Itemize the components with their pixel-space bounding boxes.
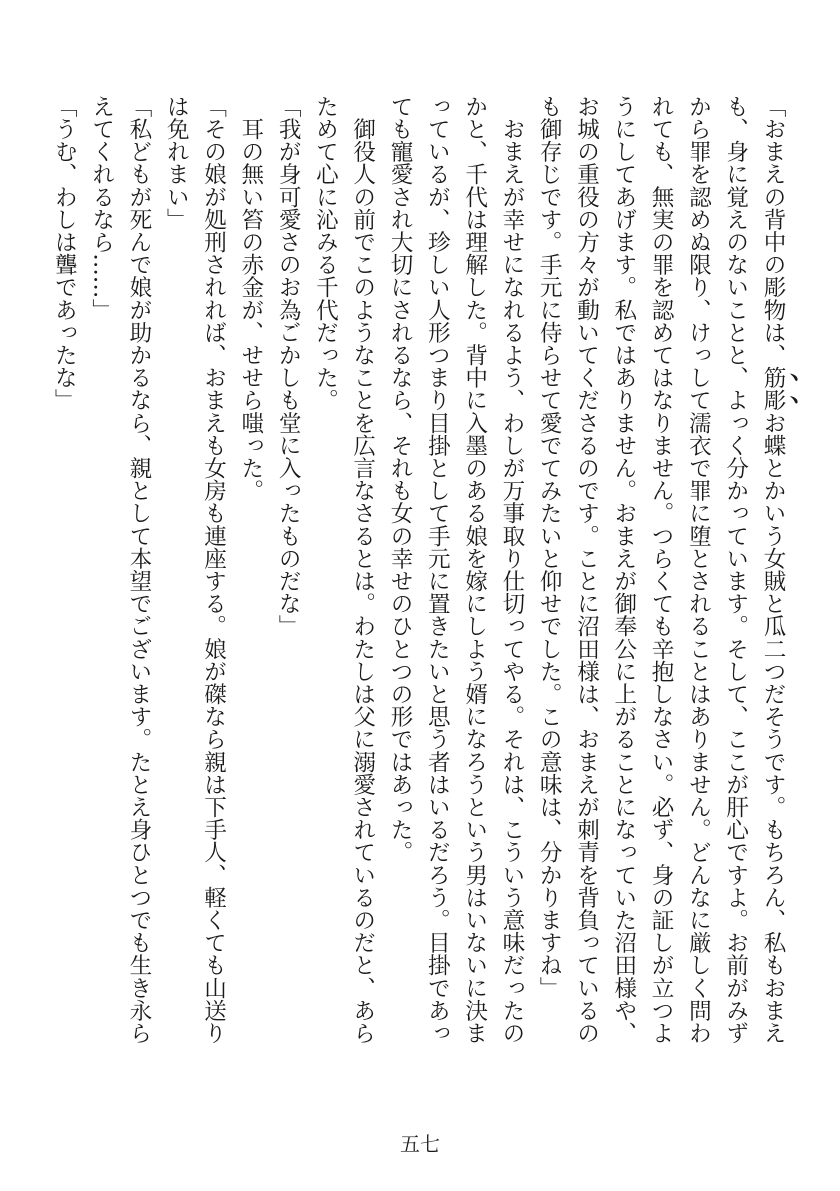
text-column: 御役人の前でこのようなことを広言なさるとは。わたしは父に溺愛されているのだと、あら <box>349 95 376 1045</box>
text-column: うにしてあげます。私ではありません。おまえが御奉公に上がることになっていた沼田様や、 <box>610 95 637 1045</box>
body-text <box>45 95 802 1045</box>
text-column: 「うむ、わしは聾であったな」 <box>51 95 78 412</box>
text-segment: 「おまえの背中の彫物は、 <box>760 95 786 367</box>
text-segment: お蝶とかいう女賊と瓜二つだそうです。もちろん、私もおまえ <box>760 411 786 1045</box>
text-column: も、身に覚えのないことと、よっく分かっています。そして、ここが肝心ですよ。お前がみず <box>722 95 749 1045</box>
text-column: 耳の無い笞の赤金が、せせら嗤った。 <box>237 95 264 502</box>
text-column: れても、無実の罪を認めてはなりません。つらくても辛抱しなさい。必ず、身の証しが立つよ <box>648 95 675 1045</box>
text-column: お城の重役の方々が動いてくださるのです。ことに沼田様は、おまえが刺青を背負っているの <box>573 95 600 1045</box>
text-column: から罪を認めぬ限り、けっして濡衣で罪に堕とされることはありません。どんなに厳しく問わ <box>685 95 712 1045</box>
text-column: 「その娘が処刑されれば、おまえも女房も連座する。娘が磔なら親は下手人、軽くても山送り <box>200 95 227 1045</box>
text-column: 「我が身可愛さのお為ごかしも堂に入ったものだな」 <box>275 95 302 638</box>
text-column: えてくれるなら……」 <box>88 95 115 321</box>
text-column: 「私どもが死んで娘が助かるなら、親として本望でございます。たとえ身ひとつでも生き永ら <box>125 95 152 1045</box>
text-column: は免れまい」 <box>163 95 190 231</box>
text-column: っているが、珍しい人形つまり目掛として手元に置きたいと思う者はいるだろう。目掛であっ <box>424 95 451 1045</box>
text-column: おまえが幸せになれるよう、わしが万事取り仕切ってやる。それは、こういう意味だったの <box>498 95 525 1045</box>
text-column: も御存じです。手元に侍らせて愛でてみたいと仰せでした。この意味は、分かりますね」 <box>536 95 563 999</box>
text-column-1 <box>754 95 802 1045</box>
emphasized-text: 筋彫 <box>760 366 786 412</box>
text-column: ても寵愛され大切にされるなら、それも女の幸せのひとつの形ではあった。 <box>387 95 414 864</box>
page-number: 五七 <box>400 1132 440 1156</box>
text-column: かと、千代は理解した。背中に入墨のある娘を嫁にしよう婿になろうという男はいないに決ま <box>461 95 488 1045</box>
text-column: ためて心に沁みる千代だった。 <box>312 95 339 412</box>
